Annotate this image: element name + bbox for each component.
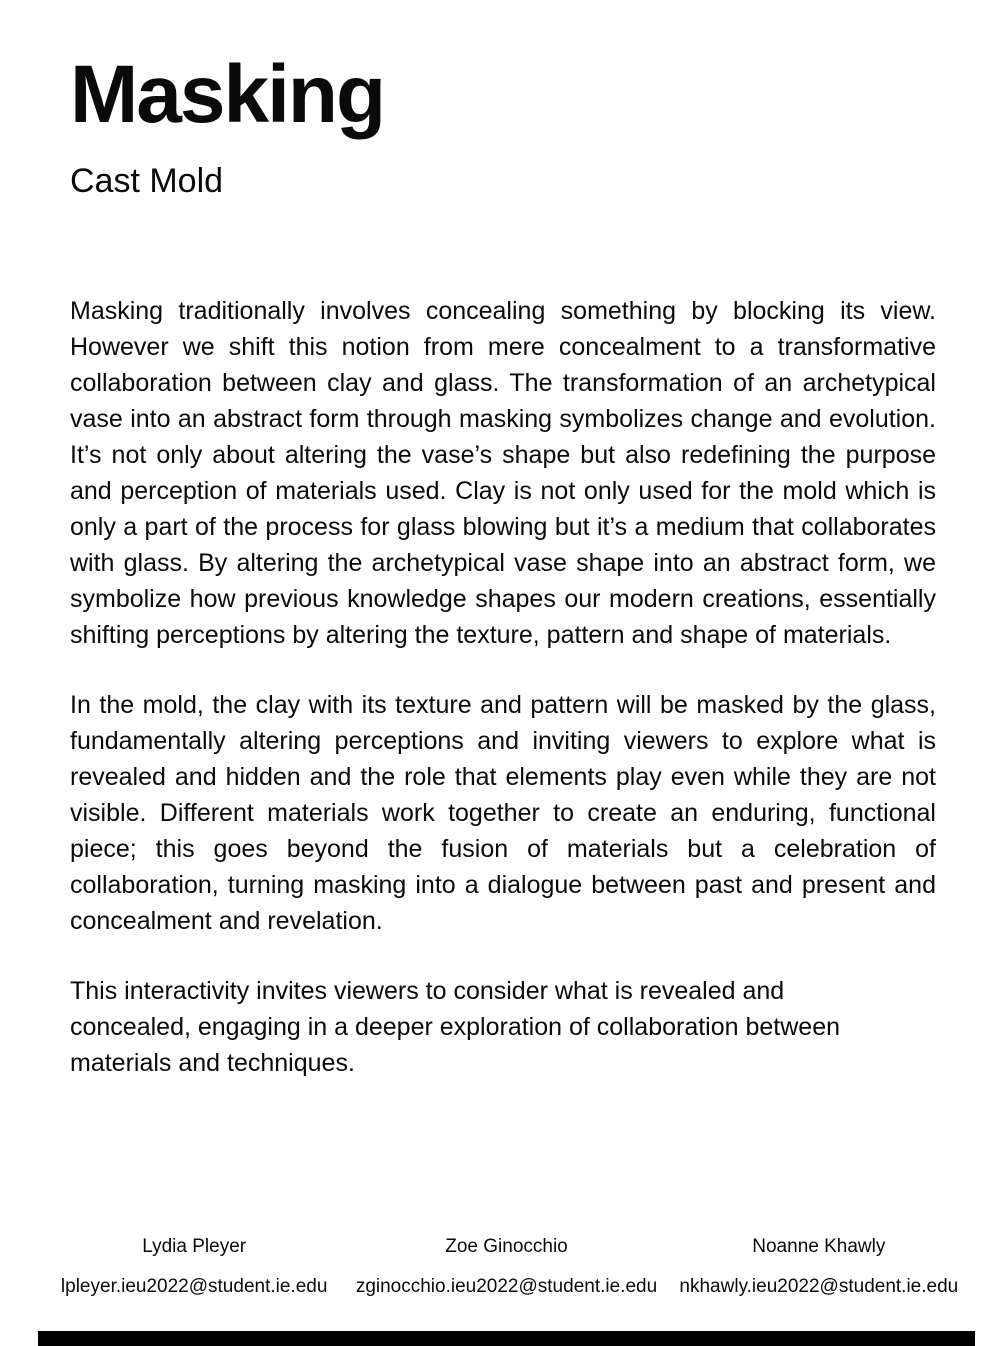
author-block-2 bbox=[350, 1236, 662, 1298]
body-paragraph-3: This interactivity invites viewers to consider what is revealed and concealed, engaging in a deeper exploration of collaboration between materials and techniques. bbox=[70, 977, 841, 1078]
body-paragraph-2: In the mold, the clay with its texture and pattern will be masked by the glass, fundamentally altering perceptions and inviting viewers to explore what is revealed and hidden and the role that elements play even while they are not visible. Different materials work together to create an enduring, functional piece; this goes beyond the fusion of materials but a celebration of collaboration, turning masking into a dialogue between past and present and concealment and revelation. bbox=[70, 691, 936, 936]
author-name: Lydia Pleyer bbox=[142, 1236, 247, 1257]
author-name: Zoe Ginocchio bbox=[445, 1236, 568, 1257]
author-email: lpleyer.ieu2022@student.ie.edu bbox=[60, 1276, 328, 1297]
author-email: zginocchio.ieu2022@student.ie.edu bbox=[355, 1276, 658, 1297]
author-block-1 bbox=[38, 1236, 350, 1298]
body-text bbox=[70, 293, 936, 1081]
document-content bbox=[70, 49, 936, 1115]
page-bottom-bar bbox=[38, 1331, 975, 1346]
body-paragraph-1: Masking traditionally involves concealing something by blocking its view. However we shift this notion from mere concealment to a transformative collaboration between clay and glass. The transformation of an archetypical vase into an abstract form through masking symbolizes change and evolution. It’s not only about altering the vase’s shape but also redefining the purpose and perception of materials used. Clay is not only used for the mold which is only a part of the process for glass blowing but it’s a medium that collaborates with glass. By altering the archetypical vase shape into an abstract form, we symbolize how previous knowledge shapes our modern creations, essentially shifting perceptions by altering the texture, pattern and shape of materials. bbox=[70, 297, 936, 650]
page-subtitle: Cast Mold bbox=[70, 162, 224, 201]
page-title: Masking bbox=[70, 49, 385, 140]
author-email: nkhawly.ieu2022@student.ie.edu bbox=[679, 1276, 959, 1297]
author-block-3 bbox=[663, 1236, 975, 1298]
author-name: Noanne Khawly bbox=[752, 1236, 886, 1257]
authors-footer bbox=[38, 1236, 975, 1298]
